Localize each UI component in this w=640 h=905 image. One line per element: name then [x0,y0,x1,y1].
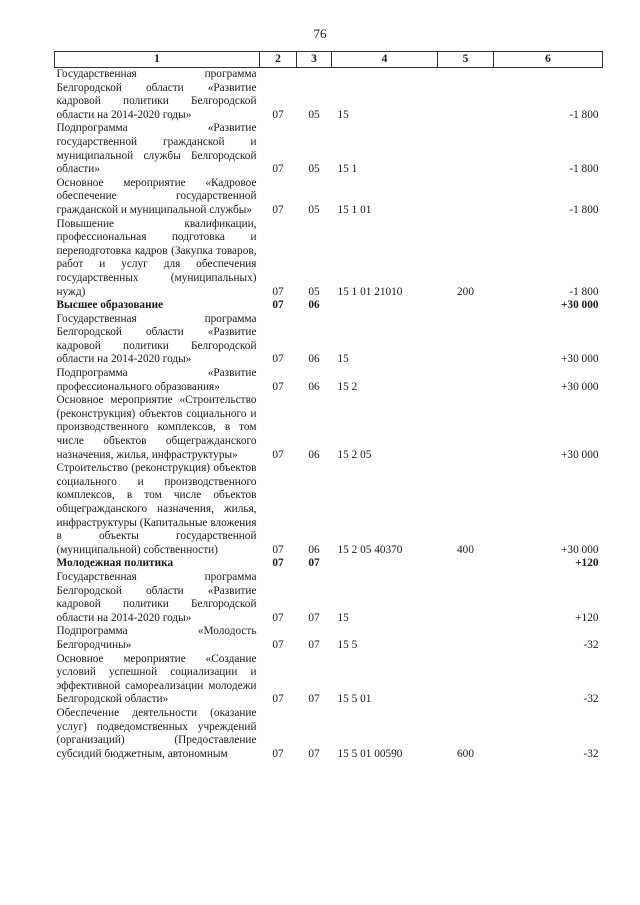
amount: +30 000 [560,299,599,312]
section-row [55,557,603,571]
subsection-code: 05 [308,163,320,176]
col-header-2: 2 [260,52,297,68]
subsection-code: 07 [308,611,320,624]
target-item-code: 15 2 05 [337,448,372,461]
item-name: Подпрограмма «Развитие государственной гражданской и муниципальной службы Белгородской области» [56,122,257,176]
amount: +30 000 [561,543,599,556]
table-header [55,52,603,68]
subsection-code: 07 [308,747,320,760]
subsection-code: 06 [308,380,320,393]
target-item-code: 15 5 01 [337,693,372,706]
expense-type-code [438,557,494,571]
subsection-code: 05 [308,108,320,121]
subsection-code: 05 [308,203,320,216]
item-name: Государственная программа Белгородской области «Развитие кадровой политики Белгородской области на 2014-2020 годы» [56,68,257,121]
col-header-1: 1 [55,52,260,68]
item-name: Высшее образование [56,299,164,312]
expense-type-code [438,394,494,462]
section-code: 07 [272,557,284,570]
subsection-code: 06 [308,448,320,461]
table-row [55,122,603,176]
col-header-3: 3 [297,52,332,68]
col-header-6: 6 [494,52,603,68]
amount: -1 800 [569,108,599,121]
target-item-code: 15 1 01 21010 [337,285,403,298]
target-item-code: 15 [337,108,349,121]
amount: +30 000 [561,448,599,461]
table-row [55,625,603,652]
section-code: 07 [272,203,284,216]
section-row [55,299,603,313]
expense-type-code [438,625,494,652]
target-item-code: 15 2 [337,380,358,393]
table-row [55,367,603,394]
section-code: 07 [272,380,284,393]
subsection-code: 06 [308,299,320,312]
expense-type-code [438,367,494,394]
expense-type-code [438,177,494,218]
item-name: Строительство (реконструкция) объектов социального и производственного комплексов, в том числе объектов общегражданского назначения, жилья, инфраструктуры (Капитальные вложения в объекты государственной (муниципальной) собственности) [56,462,257,556]
item-name: Подпрограмма «Развитие профессионального образования» [56,367,257,393]
subsection-code: 06 [308,353,320,366]
section-code: 07 [272,299,284,312]
table-row [55,462,603,557]
table-row [55,653,603,707]
item-name: Основное мероприятие «Создание условий успешной социализации и эффективной самореализации молодежи Белгородской области» [56,652,257,706]
section-code: 07 [272,108,284,121]
table-body [55,68,603,762]
table-row [55,313,603,367]
target-item-code: 15 5 01 00590 [337,747,403,760]
section-code: 07 [272,285,284,298]
amount: -1 800 [569,285,599,298]
target-item-code [332,299,438,313]
section-code: 07 [272,638,284,651]
subsection-code: 07 [308,693,320,706]
table-row [55,707,603,761]
section-code: 07 [272,747,284,760]
table-row [55,394,603,462]
item-name: Молодежная политика [56,557,174,570]
expense-type-code [438,68,494,123]
item-name: Государственная программа Белгородской области «Развитие кадровой политики Белгородской области на 2014-2020 годы» [56,570,257,624]
amount: +30 000 [561,380,599,393]
expense-type-code [438,571,494,625]
expense-type-code [438,122,494,176]
amount: -32 [583,747,599,760]
target-item-code: 15 2 05 40370 [337,543,403,556]
target-item-code: 15 5 [337,638,358,651]
col-header-5: 5 [438,52,494,68]
target-item-code: 15 [337,353,349,366]
target-item-code: 15 1 01 [337,203,372,216]
col-header-4: 4 [332,52,438,68]
expense-type-code [438,653,494,707]
subsection-code: 05 [308,285,320,298]
table-row [55,68,603,123]
amount: -1 800 [569,203,599,216]
subsection-code: 07 [308,557,320,570]
section-code: 07 [272,611,284,624]
expense-type-code: 600 [457,747,474,760]
amount: -1 800 [569,163,599,176]
expense-type-code [438,299,494,313]
target-item-code [332,557,438,571]
header-row [55,52,603,68]
expense-type-code: 400 [457,543,474,556]
item-name: Государственная программа Белгородской области «Развитие кадровой политики Белгородской области на 2014-2020 годы» [56,312,257,366]
amount: +120 [575,611,599,624]
section-code: 07 [272,543,284,556]
section-code: 07 [272,163,284,176]
subsection-code: 07 [308,638,320,651]
table-row [55,177,603,218]
target-item-code: 15 1 [337,163,358,176]
item-name: Обеспечение деятельности (оказание услуг) подведомственных учреждений (организаций) (Предоставление субсидий бюджетным, автономным [56,706,257,760]
item-name: Повышение квалификации, профессиональная подготовка и переподготовка кадров (Закупка товаров, работ и услуг для обеспечения государственных (муниципальных) нужд) [56,217,257,298]
page-number: 76 [313,26,327,41]
section-code: 07 [272,693,284,706]
amount: -32 [583,638,599,651]
amount: -32 [583,693,599,706]
amount: +30 000 [561,353,599,366]
section-code: 07 [272,448,284,461]
item-name: Основное мероприятие «Строительство (реконструкция) объектов социального и производственного комплексов, в том числе объектов общегражданского назначения, жилья, инфраструктуры» [56,394,257,461]
item-name: Подпрограмма «Молодость Белгородчины» [56,625,257,651]
target-item-code: 15 [337,611,349,624]
table-row [55,218,603,300]
amount: +120 [575,557,599,570]
table-row [55,571,603,625]
section-code: 07 [272,353,284,366]
budget-table [54,51,603,761]
expense-type-code: 200 [457,285,474,298]
item-name: Основное мероприятие «Кадровое обеспечение государственной гражданской и муниципальной службы» [56,176,257,216]
subsection-code: 06 [308,543,320,556]
expense-type-code [438,313,494,367]
